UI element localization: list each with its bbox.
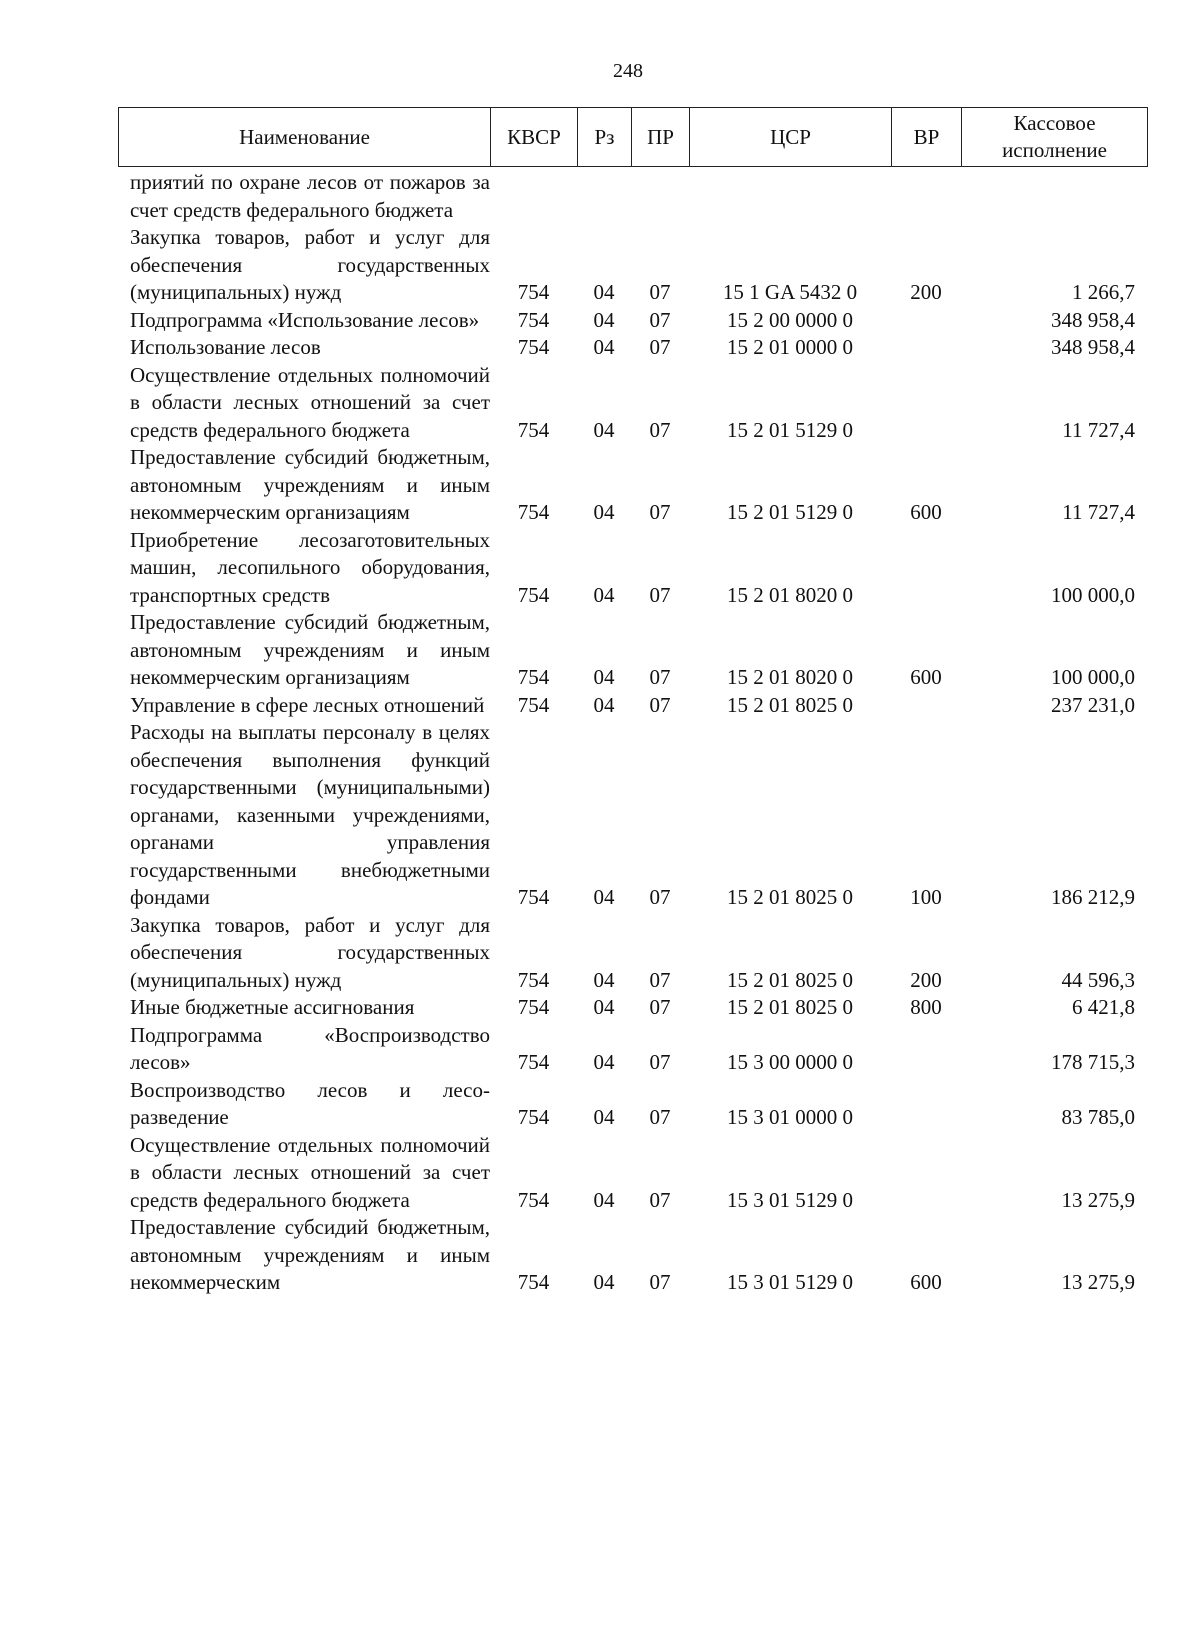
cell-vr bbox=[891, 1022, 961, 1077]
cell-pr: 07 bbox=[649, 1187, 671, 1212]
cell-vr: 600 bbox=[910, 1270, 942, 1294]
cell-name: Предоставление субсидий бюджетным, автономным учреждениям и иным некоммерческим bbox=[130, 1215, 490, 1294]
cell-vr: 600 bbox=[910, 665, 942, 689]
cell-vr: 200 bbox=[910, 967, 942, 992]
table-row bbox=[118, 1077, 1147, 1132]
cell-csr: 15 1 GA 5432 0 bbox=[722, 280, 858, 304]
cell-kvsr bbox=[490, 169, 577, 224]
cell-amount: 100 000,0 bbox=[1051, 665, 1135, 689]
cell-pr: 07 bbox=[649, 280, 671, 304]
cell-rz bbox=[577, 169, 631, 224]
cell-csr: 15 2 01 8025 0 bbox=[727, 885, 853, 909]
cell-csr: 15 3 01 0000 0 bbox=[727, 1105, 853, 1129]
cell-name: Закупка товаров, работ и услуг для обеспечения государственных (муниципальных) нужд bbox=[130, 225, 490, 304]
cell-csr: 15 3 00 0000 0 bbox=[727, 1050, 853, 1074]
table-row bbox=[118, 444, 1147, 527]
cell-pr: 07 bbox=[649, 995, 671, 1019]
cell-vr bbox=[891, 527, 961, 610]
table-body bbox=[118, 169, 1147, 1297]
cell-name: Подпрограмма «Использование лесов» bbox=[130, 307, 480, 332]
cell-vr bbox=[891, 307, 961, 335]
cell-rz: 04 bbox=[593, 500, 615, 524]
cell-rz: 04 bbox=[593, 335, 615, 359]
cell-amount: 11 727,4 bbox=[1062, 500, 1135, 524]
header-kvsr: КВСР bbox=[491, 108, 578, 167]
cell-amount: 13 275,9 bbox=[1061, 1270, 1135, 1294]
cell-rz: 04 bbox=[593, 1105, 615, 1129]
cell-rz: 04 bbox=[593, 1187, 615, 1212]
cell-rz: 04 bbox=[593, 665, 615, 689]
cell-csr: 15 2 01 8020 0 bbox=[727, 582, 853, 607]
cell-vr: 800 bbox=[910, 995, 942, 1019]
cell-pr: 07 bbox=[649, 307, 671, 332]
cell-amount: 11 727,4 bbox=[1062, 417, 1135, 442]
cell-amount: 1 266,7 bbox=[1072, 280, 1135, 304]
cell-pr: 07 bbox=[649, 1105, 671, 1129]
cell-pr: 07 bbox=[649, 1270, 671, 1294]
cell-name: приятий по охране лесов от пожаров за счет средств федерального бюджета bbox=[130, 170, 490, 222]
cell-amount: 178 715,3 bbox=[1051, 1050, 1135, 1074]
cell-name: Управление в сфере лесных отношений bbox=[130, 692, 485, 717]
cell-name: Осуществление отдельных полномочий в области лесных отношений за счет средств федерального бюджета bbox=[130, 362, 490, 442]
cell-pr: 07 bbox=[649, 967, 671, 992]
cell-name: Приобретение лесозаготовительных машин, лесопильного оборудования, транспортных средств bbox=[130, 527, 490, 607]
cell-kvsr: 754 bbox=[517, 307, 550, 332]
cell-amount: 100 000,0 bbox=[1051, 582, 1135, 607]
cell-csr: 15 3 01 5129 0 bbox=[727, 1270, 853, 1294]
cell-name: Расходы на выплаты персоналу в целях обеспечения выполнения функций государственными (муниципальными) органами, казенными учреждениями, органами управления государственными внебюджетными фондами bbox=[130, 720, 490, 909]
cell-csr: 15 2 00 0000 0 bbox=[727, 307, 853, 332]
cell-name: Предоставление субсидий бюджетным, автономным учреждениям и иным некоммерческим организациям bbox=[130, 445, 490, 524]
cell-pr: 07 bbox=[649, 500, 671, 524]
budget-table bbox=[118, 169, 1147, 1297]
cell-rz: 04 bbox=[593, 417, 615, 442]
table-row bbox=[118, 912, 1147, 995]
cell-rz: 04 bbox=[593, 692, 615, 717]
cell-amount: 348 958,4 bbox=[1051, 307, 1135, 332]
cell-kvsr: 754 bbox=[517, 665, 550, 689]
cell-kvsr: 754 bbox=[517, 1050, 550, 1074]
table-header bbox=[118, 107, 1148, 167]
cell-csr: 15 2 01 8025 0 bbox=[727, 995, 853, 1019]
cell-pr: 07 bbox=[649, 417, 671, 442]
table-row bbox=[118, 527, 1147, 610]
cell-pr: 07 bbox=[649, 582, 671, 607]
table-row bbox=[118, 1132, 1147, 1215]
cell-name: Осуществление отдельных полномочий в области лесных отношений за счет средств федерального бюджета bbox=[130, 1132, 490, 1212]
cell-amount bbox=[961, 169, 1147, 224]
cell-amount: 186 212,9 bbox=[1051, 885, 1135, 909]
cell-rz: 04 bbox=[593, 307, 615, 332]
cell-name: Воспроизводство лесов и лесоразведение bbox=[130, 1077, 490, 1129]
cell-pr: 07 bbox=[649, 1050, 671, 1074]
cell-amount: 13 275,9 bbox=[1061, 1187, 1135, 1212]
page-number: 248 bbox=[613, 60, 643, 82]
cell-rz: 04 bbox=[593, 967, 615, 992]
cell-name: Иные бюджетные ассигнования bbox=[130, 995, 415, 1019]
cell-amount: 348 958,4 bbox=[1051, 335, 1135, 359]
table-row bbox=[118, 692, 1147, 720]
table-row bbox=[118, 362, 1147, 445]
cell-csr: 15 2 01 5129 0 bbox=[727, 417, 853, 442]
cell-amount: 237 231,0 bbox=[1051, 692, 1135, 717]
cell-vr: 600 bbox=[910, 500, 942, 524]
cell-vr bbox=[891, 1132, 961, 1215]
cell-kvsr: 754 bbox=[517, 995, 550, 1019]
cell-vr bbox=[891, 362, 961, 445]
cell-pr bbox=[631, 169, 689, 224]
cell-kvsr: 754 bbox=[517, 1187, 550, 1212]
cell-csr: 15 2 01 5129 0 bbox=[727, 500, 853, 524]
table-row bbox=[118, 719, 1147, 912]
cell-rz: 04 bbox=[593, 1270, 615, 1294]
cell-kvsr: 754 bbox=[517, 280, 550, 304]
header-name: Наименование bbox=[119, 108, 491, 167]
cell-pr: 07 bbox=[649, 885, 671, 909]
cell-kvsr: 754 bbox=[517, 1270, 550, 1294]
table-row bbox=[118, 994, 1147, 1022]
cell-kvsr: 754 bbox=[517, 1105, 550, 1129]
cell-csr bbox=[689, 169, 891, 224]
cell-csr: 15 2 01 8025 0 bbox=[727, 967, 853, 992]
table-row bbox=[118, 307, 1147, 335]
header-csr: ЦСР bbox=[690, 108, 892, 167]
cell-kvsr: 754 bbox=[517, 582, 550, 607]
cell-amount: 44 596,3 bbox=[1061, 967, 1135, 992]
cell-kvsr: 754 bbox=[517, 335, 550, 359]
table-row bbox=[118, 1214, 1147, 1297]
cell-rz: 04 bbox=[593, 885, 615, 909]
header-rz: Рз bbox=[578, 108, 632, 167]
cell-name: Подпрограмма «Воспроизводство лесов» bbox=[130, 1022, 490, 1074]
header-vr: ВР bbox=[892, 108, 962, 167]
cell-csr: 15 2 01 8020 0 bbox=[727, 665, 853, 689]
cell-csr: 15 2 01 0000 0 bbox=[727, 335, 853, 359]
cell-amount: 83 785,0 bbox=[1061, 1105, 1135, 1129]
cell-kvsr: 754 bbox=[517, 692, 550, 717]
table-row bbox=[118, 224, 1147, 307]
cell-rz: 04 bbox=[593, 582, 615, 607]
cell-csr: 15 3 01 5129 0 bbox=[727, 1187, 853, 1212]
cell-amount: 6 421,8 bbox=[1072, 995, 1135, 1019]
cell-vr: 200 bbox=[910, 280, 942, 304]
header-amount: Кассовое исполнение bbox=[962, 108, 1148, 167]
cell-rz: 04 bbox=[593, 995, 615, 1019]
header-pr: ПР bbox=[632, 108, 690, 167]
cell-name: Предоставление субсидий бюджетным, автономным учреждениям и иным некоммерческим организациям bbox=[130, 610, 490, 689]
cell-pr: 07 bbox=[649, 665, 671, 689]
cell-kvsr: 754 bbox=[517, 967, 550, 992]
cell-vr bbox=[891, 692, 961, 720]
cell-vr bbox=[891, 334, 961, 362]
cell-vr: 100 bbox=[910, 885, 942, 909]
cell-kvsr: 754 bbox=[517, 885, 550, 909]
cell-pr: 07 bbox=[649, 335, 671, 359]
cell-kvsr: 754 bbox=[517, 500, 550, 524]
table-row bbox=[118, 1022, 1147, 1077]
cell-rz: 04 bbox=[593, 1050, 615, 1074]
cell-csr: 15 2 01 8025 0 bbox=[727, 692, 853, 717]
cell-vr bbox=[891, 169, 961, 224]
cell-kvsr: 754 bbox=[517, 417, 550, 442]
table-row bbox=[118, 609, 1147, 692]
cell-rz: 04 bbox=[593, 280, 615, 304]
cell-name: Закупка товаров, работ и услуг для обеспечения государственных (муниципальных) нужд bbox=[130, 912, 490, 992]
table-row bbox=[118, 169, 1147, 224]
table-row bbox=[118, 334, 1147, 362]
cell-vr bbox=[891, 1077, 961, 1132]
cell-name: Использование лесов bbox=[130, 335, 321, 359]
cell-pr: 07 bbox=[649, 692, 671, 717]
